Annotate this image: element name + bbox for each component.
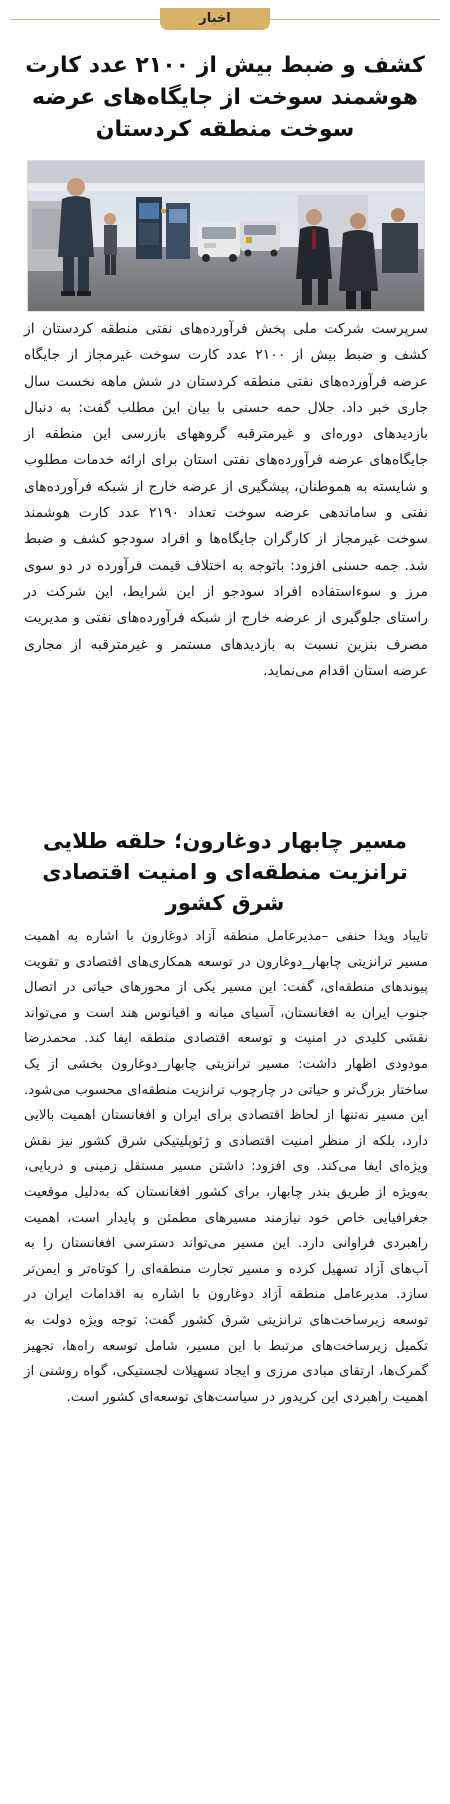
article1-body: سرپرست شرکت ملی پخش فرآورده‌های نفتی منطقه کردستان از کشف و ضبط بیش از ۲۱۰۰ عدد کارت سوخت غیرمجاز از جایگاه عرضه فرآورده‌های نفتی منطقه کردستان در شش ماهه نخست سال جاری خبر داد. جلال حمه حسنی با بیان این مطلب گفت: به دنبال بازدیدهای دوره‌ای و غیرمترقبه گروههای بازرسی این منطقه از جایگاه‌های عرضه فرآورده‌های نفتی استان برای ارائه خدمات مطلوب و شایسته به هموطنان، پیشگیری از عرضه خارج از شبکه فرآورده‌های نفتی و ساماندهی عرضه سوخت تعداد ۲۱۹۰ عدد کارت هوشمند سوخت غیرمجاز از کارگران جایگاه‌ها و افراد سودجو کشف و ضبط شد. جمه حسنی افزود: باتوجه به اختلاف قیمت فرآورده در دو سوی مرز و سوءاستفاده افراد سودجو از این شرایط، این شرکت در راستای جلوگیری از عرضه خارج از شبکه فرآورده‌های نفتی و مدیریت مصرف بنزین نسبت به بازدیدهای مستمر و غیرمترقبه از مجاری عرضه استان اقدام می‌نماید. <box>24 321 428 679</box>
article2-body: تایباد ویدا حنفی –مدیرعامل منطقه آزاد دوغارون با اشاره به اهمیت مسیر ترانزیتی چابهار_دوغارون در توسعه همکاری‌های اقتصادی و تقویت پیوندهای منطقه‌ای، گفت: این مسیر یکی از محورهای حیاتی در اتصال جنوب ایران به افغانستان، آسیای میانه و اقیانوس هند است و می‌تواند نقشی کلیدی در امنیت و توسعه اقتصادی منطقه ایفا کند. محمدرضا مودودی اظهار داشت: مسیر ترانزیتی چابهار_دوغارون بخشی از یک ساختار بزرگ‌تر و حیاتی در چارچوب ترانزیت منطقه‌ای محسوب می‌شود. این مسیر نه‌تنها از لحاظ اقتصادی برای ایران و افغانستان اهمیت بالایی دارد، بلکه از منظر امنیت اقتصادی و ژئوپلیتیکی شرق کشور نیز نقش ویژه‌ای ایفا می‌کند. وی افزود: داشتن مسیر مستقل زمینی و دریایی، به‌ویژه از طریق بندر چابهار، برای کشور افغانستان که به‌دلیل موقعیت جغرافیایی خاص خود نیازمند مسیرهای مطمئن و پایدار است، اهمیت راهبردی فراوانی دارد. این مسیر می‌تواند دسترسی افغانستان را به آب‌های آزاد تسهیل کرده و مسیر تجارت منطقه‌ای را کوتاه‌تر و ایمن‌تر سازد. مدیرعامل منطقه آزاد دوغارون با اشاره به اقدامات ایران در توسعه زیرساخت‌های ترانزیتی شرق کشور گفت: توجه ویژه دولت به تکمیل زیرساخت‌های مرتبط با این مسیر، شامل توسعه راه‌ها، تجهیز گمرک‌ها، ارتقای مبادی مرزی و ایجاد تسهیلات لجستیکی، گواه روشنی از اهمیت راهبردی این کریدور در سیاست‌های توسعه‌ای کشور است. <box>24 929 428 1405</box>
section-tag: اخبار <box>160 8 270 30</box>
section-tag-bar <box>0 8 450 32</box>
article2-headline: مسیر چابهار دوغارون؛ حلقه طلایی ترانزیت منطقه‌ای و امنیت اقتصادی شرق کشور <box>42 829 408 915</box>
article1-photo <box>27 160 425 312</box>
article1-headline: کشف و ضبط بیش از ۲۱۰۰ عدد کارت هوشمند سوخت از جایگاه‌های عرضه سوخت منطقه کردستان <box>25 53 425 142</box>
